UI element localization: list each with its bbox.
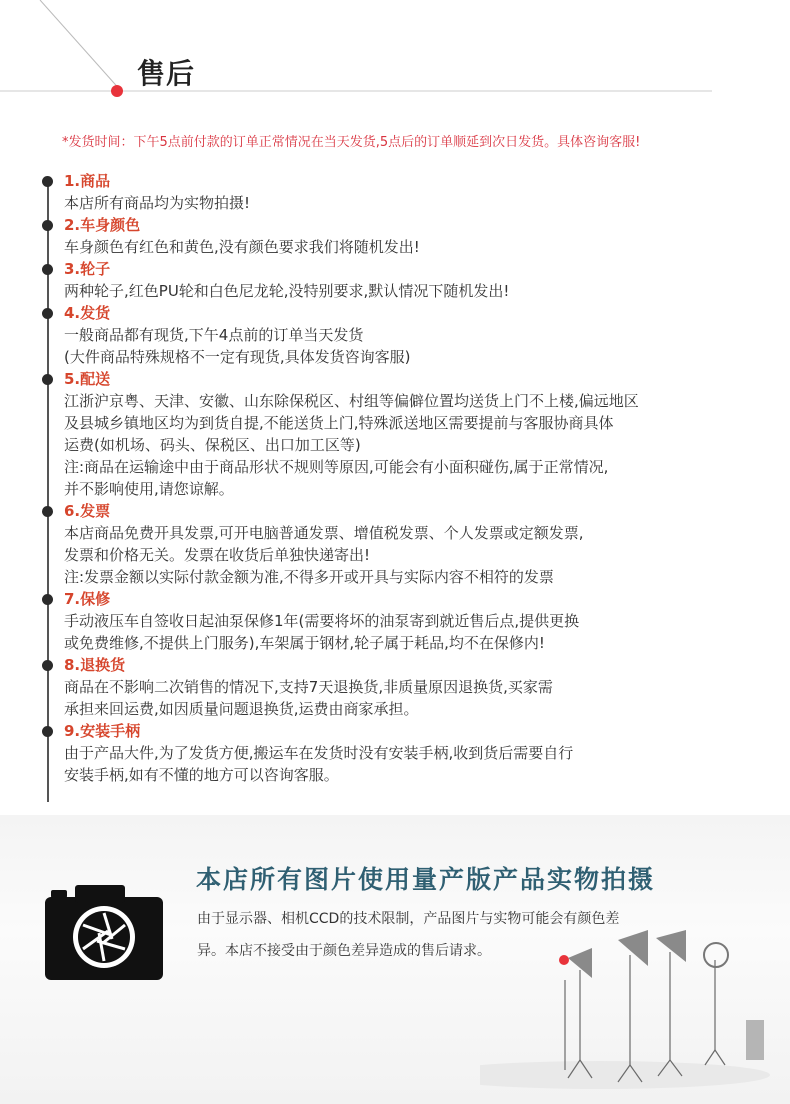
section-text: 本店所有商品均为实物拍摄! (64, 194, 251, 212)
header-decoration (0, 0, 790, 110)
section-warranty (0, 588, 790, 654)
shipping-notice: *发货时间：下午5点前付款的订单正常情况在当天发货,5点后的订单顺延到次日发货。具体咨询客服! (62, 135, 641, 150)
section-title: 3.轮子 (64, 260, 111, 278)
section-text: 手动液压车自签收日起油泵保修1年(需要将坏的油泵寄到就近售后点,提供更换 (64, 612, 580, 630)
timeline-dot (42, 506, 53, 517)
section-text: 江浙沪京粤、天津、安徽、山东除保税区、村组等偏僻位置均送货上门不上楼,偏远地区 (64, 392, 639, 410)
timeline-dot (42, 594, 53, 605)
section-text: 或免费维修,不提供上门服务),车架属于钢材,轮子属于耗品,均不在保修内! (64, 634, 545, 652)
page-title: 售后 (137, 57, 196, 90)
section-title: 2.车身颜色 (64, 216, 141, 234)
section-text: 商品在不影响二次销售的情况下,支持7天退换货,非质量原因退换货,买家需 (64, 678, 553, 696)
section-text: 承担来回运费,如因质量问题退换货,运费由商家承担。 (64, 700, 419, 718)
section-title: 8.退换货 (64, 656, 126, 674)
banner-text: 异。本店不接受由于颜色差异造成的售后请求。 (197, 943, 491, 959)
section-title: 9.安装手柄 (64, 722, 141, 740)
camera-icon (45, 885, 163, 980)
banner-text: 由于显示器、相机CCD的技术限制，产品图片与实物可能会有颜色差 (197, 911, 620, 927)
section-text: 一般商品都有现货,下午4点前的订单当天发货 (64, 326, 364, 344)
timeline-dot (42, 220, 53, 231)
studio-lights-illustration (480, 900, 780, 1090)
section-delivery (0, 368, 790, 500)
section-text: 车身颜色有红色和黄色,没有颜色要求我们将随机发出! (64, 238, 420, 256)
section-text: 运费(如机场、码头、保税区、出口加工区等) (64, 436, 361, 454)
section-text: 并不影响使用,请您谅解。 (64, 480, 234, 498)
header-accent-dot (111, 85, 123, 97)
section-title: 5.配送 (64, 370, 111, 388)
section-shipping (0, 302, 790, 368)
section-text: (大件商品特殊规格不一定有现货,具体发货咨询客服) (64, 348, 411, 366)
section-title: 6.发票 (64, 502, 111, 520)
timeline-dot (42, 726, 53, 737)
section-title: 7.保修 (64, 590, 111, 608)
section-invoice (0, 500, 790, 588)
timeline-dot (42, 308, 53, 319)
timeline-dot (42, 374, 53, 385)
photo-disclaimer-banner (0, 815, 790, 1104)
timeline-dot (42, 264, 53, 275)
timeline-dot (42, 176, 53, 187)
section-text: 本店商品免费开具发票,可开电脑普通发票、增值税发票、个人发票或定额发票, (64, 524, 584, 542)
section-text: 安装手柄,如有不懂的地方可以咨询客服。 (64, 766, 339, 784)
section-text: 发票和价格无关。发票在收货后单独快递寄出! (64, 546, 371, 564)
after-sales-sections (0, 170, 790, 786)
section-title: 4.发货 (64, 304, 111, 322)
section-returns (0, 654, 790, 720)
banner-title: 本店所有图片使用量产版产品实物拍摄 (196, 865, 656, 894)
section-text: 及县城乡镇地区均为到货自提,不能送货上门,特殊派送地区需要提前与客服协商具体 (64, 414, 614, 432)
section-color (0, 214, 790, 258)
section-wheels (0, 258, 790, 302)
section-goods (0, 170, 790, 214)
section-text: 两种轮子,红色PU轮和白色尼龙轮,没特别要求,默认情况下随机发出! (64, 282, 510, 300)
section-text: 由于产品大件,为了发货方便,搬运车在发货时没有安装手柄,收到货后需要自行 (64, 744, 574, 762)
section-text: 注:商品在运输途中由于商品形状不规则等原因,可能会有小面积碰伤,属于正常情况, (64, 458, 609, 476)
section-text: 注:发票金额以实际付款金额为准,不得多开或开具与实际内容不相符的发票 (64, 568, 554, 586)
section-handle (0, 720, 790, 786)
section-title: 1.商品 (64, 172, 111, 190)
timeline-dot (42, 660, 53, 671)
